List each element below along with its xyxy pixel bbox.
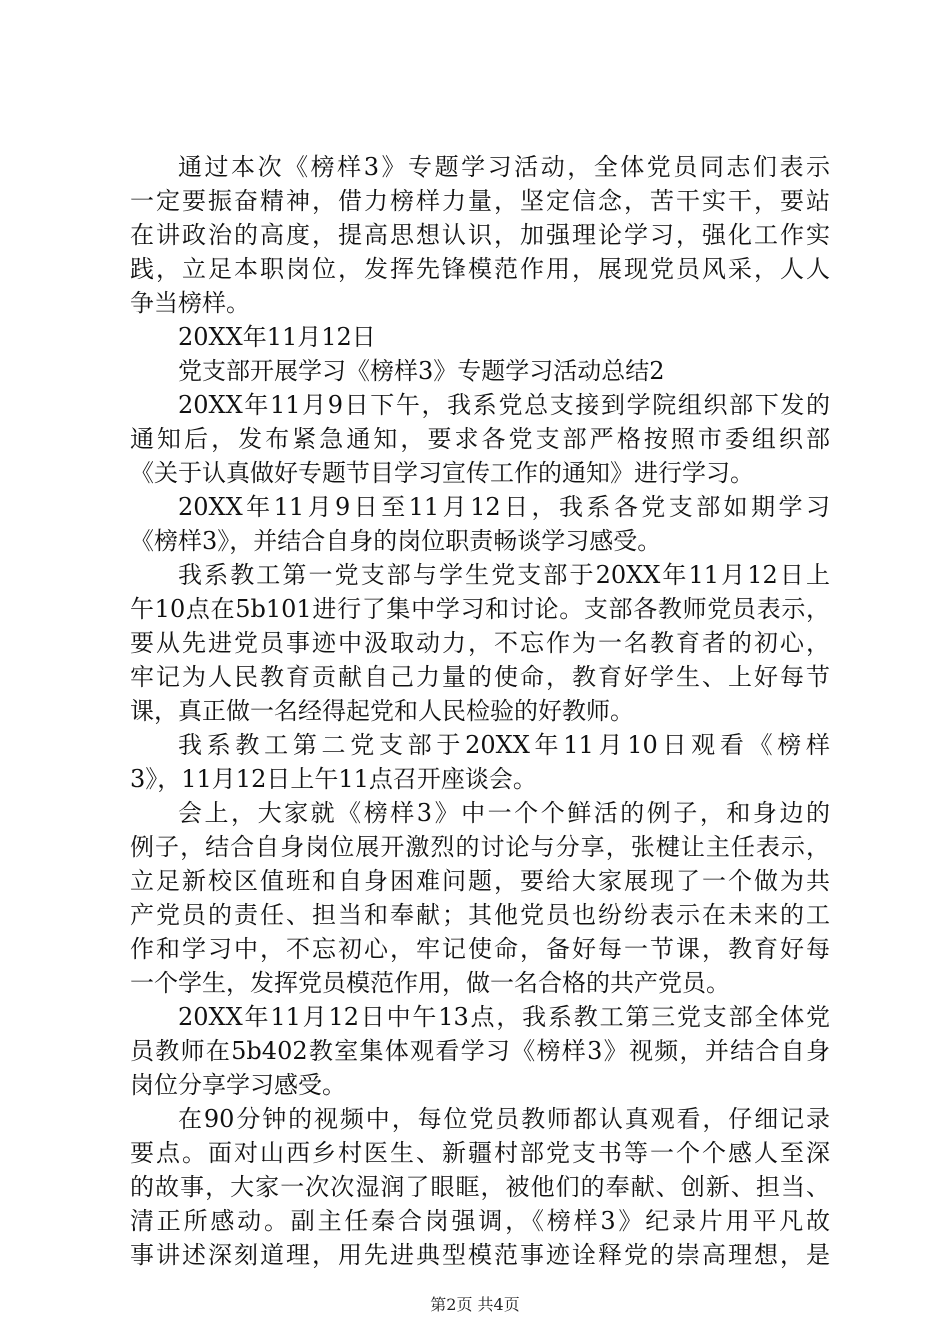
text-line: 要从先进党员事迹中汲取动力，不忘作为一名教育者的初心，: [130, 629, 830, 657]
text-line: 我系教工第二党支部于20XX年11月10日观看《榜样: [178, 731, 830, 759]
text-line: 通知后，发布紧急通知，要求各党支部严格按照市委组织部: [130, 425, 830, 453]
text-line: 20XX年11月9日下午，我系党总支接到学院组织部下发的: [178, 391, 830, 419]
text-line: 的故事，大家一次次湿润了眼眶，被他们的奉献、创新、担当、: [130, 1173, 830, 1201]
text-line: 《榜样3》，并结合自身的岗位职责畅谈学习感受。: [130, 527, 662, 555]
text-line: 在讲政治的高度，提高思想认识，加强理论学习，强化工作实: [130, 221, 830, 249]
text-line: 课，真正做一名经得起党和人民检验的好教师。: [130, 697, 634, 725]
text-line: 我系教工第一党支部与学生党支部于20XX年11月12日上: [178, 561, 830, 589]
text-line: 践，立足本职岗位，发挥先锋模范作用，展现党员风采，人人: [130, 255, 830, 283]
text-line: 争当榜样。: [130, 289, 250, 317]
text-line: 立足新校区值班和自身困难问题，要给大家展现了一个做为共: [130, 867, 830, 895]
text-line: 作和学习中，不忘初心，牢记使命，备好每一节课，教育好每: [130, 935, 830, 963]
page-footer: 第2页 共4页: [430, 1295, 520, 1314]
text-line: 清正所感动。副主任秦合岗强调，《榜样3》纪录片用平凡故: [130, 1207, 830, 1235]
text-line: 员教师在5b402教室集体观看学习《榜样3》视频，并结合自身: [130, 1037, 830, 1065]
text-line: 通过本次《榜样3》专题学习活动，全体党员同志们表示: [178, 153, 830, 181]
text-line: 会上，大家就《榜样3》中一个个鲜活的例子，和身边的: [178, 799, 830, 827]
text-line: 一个学生，发挥党员模范作用，做一名合格的共产党员。: [130, 969, 730, 997]
text-line: 20XX年11月12日: [178, 323, 376, 351]
text-line: 例子，结合自身岗位展开激烈的讨论与分享，张楗让主任表示，: [130, 833, 830, 861]
text-line: 20XX年11月12日中午13点，我系教工第三党支部全体党: [178, 1003, 830, 1031]
text-line: 在90分钟的视频中，每位党员教师都认真观看，仔细记录: [178, 1105, 830, 1133]
text-line: 党支部开展学习《榜样3》专题学习活动总结2: [178, 357, 665, 385]
text-line: 一定要振奋精神，借力榜样力量，坚定信念，苦干实干，要站: [130, 187, 830, 215]
text-line: 午10点在5b101进行了集中学习和讨论。支部各教师党员表示，: [130, 595, 830, 623]
text-line: 产党员的责任、担当和奉献；其他党员也纷纷表示在未来的工: [130, 901, 830, 929]
text-line: 要点。面对山西乡村医生、新疆村部党支书等一个个感人至深: [130, 1139, 830, 1167]
text-line: 事讲述深刻道理，用先进典型模范事迹诠释党的崇高理想，是: [130, 1241, 830, 1269]
text-line: 20XX年11月9日至11月12日，我系各党支部如期学习: [178, 493, 830, 521]
text-line: 岗位分享学习感受。: [130, 1071, 346, 1099]
text-line: 3》，11月12日上午11点召开座谈会。: [130, 765, 537, 793]
document-body: [130, 150, 830, 1272]
text-line: 《关于认真做好专题节目学习宣传工作的通知》进行学习。: [130, 459, 754, 487]
text-line: 牢记为人民教育贡献自己力量的使命，教育好学生、上好每节: [130, 663, 830, 691]
